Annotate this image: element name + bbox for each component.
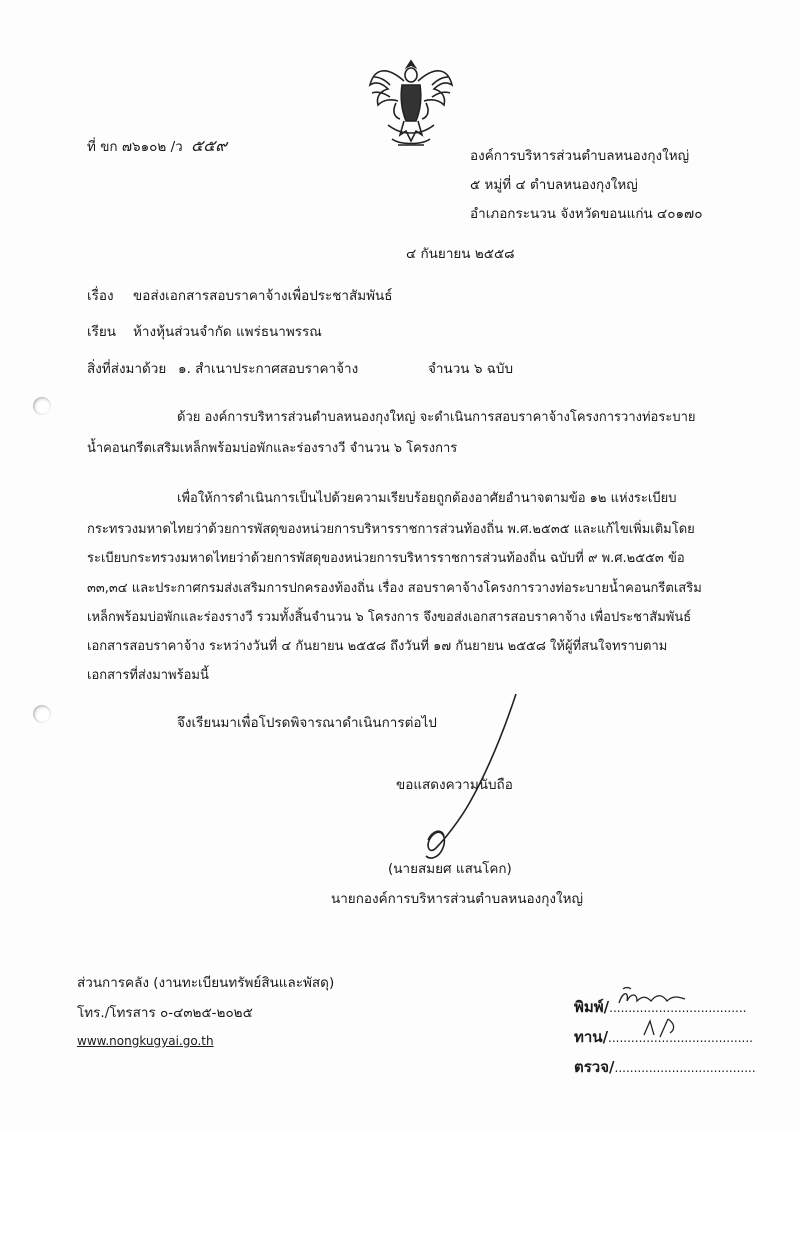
phone-line: โทร./โทรสาร ๐-๔๓๒๕-๒๐๒๕	[77, 1005, 253, 1021]
typist-initials	[615, 985, 695, 1011]
paragraph2-line: กระทรวงมหาดไทยว่าด้วยการพัสดุของหน่วยการบริหารราชการส่วนท้องถิ่น พ.ศ.๒๕๓๕ และแก้ไขเพิ่มเติมโดย	[87, 522, 695, 537]
punch-hole-icon	[33, 397, 51, 415]
paragraph2-line: ๓๓,๓๔ และประกาศกรมส่งเสริมการปกครองท้องถิ่น เรื่อง สอบราคาจ้างโครงการวางท่อระบายน้ำคอนกรีตเสริม	[87, 581, 702, 596]
recipient-label: เรียน	[87, 324, 117, 340]
punch-hole-icon	[33, 705, 51, 723]
routing-label: ทาน/	[574, 1028, 609, 1046]
signer-title: นายกองค์การบริหารส่วนตำบลหนองกุงใหญ่	[331, 891, 584, 907]
signer-name: (นายสมยศ แสนโคก)	[388, 861, 512, 877]
paragraph1-line: น้ำคอนกรีตเสริมเหล็กพร้อมบ่อพักและร่องรางวี จำนวน ๖ โครงการ	[87, 441, 458, 456]
routing-dots: ....................................	[609, 1001, 747, 1015]
routing-label: ตรวจ/	[574, 1058, 615, 1076]
paragraph2-line: เหล็กพร้อมบ่อพักและร่องรางวี รวมทั้งสิ้นจำนวน ๖ โครงการ จึงขอส่งเอกสารสอบราคาจ้าง เพื่อประชาสัมพันธ์	[87, 610, 692, 625]
paragraph2-line: ระเบียบกระทรวงมหาดไทยว่าด้วยการพัสดุของหน่วยการบริหารราชการส่วนท้องถิ่น ฉบับที่ ๙ พ.ศ.๒๕๕๓ ข้อ	[87, 551, 685, 566]
closing-line: จึงเรียนมาเพื่อโปรดพิจารณาดำเนินการต่อไป	[177, 715, 437, 731]
recipient-value: ห้างหุ้นส่วนจำกัด แพร่ธนาพรรณ	[133, 324, 322, 340]
reference-handwritten: ๕๕๙	[191, 136, 227, 155]
routing-checked	[574, 1055, 756, 1079]
reference-prefix: ที่ ขก ๗๖๑๐๒ /ว	[87, 139, 183, 155]
enclosure-quantity: จำนวน ๖ ฉบับ	[428, 361, 514, 377]
subject-value: ขอส่งเอกสารสอบราคาจ้างเพื่อประชาสัมพันธ์	[133, 288, 393, 304]
letter-date: ๔ กันยายน ๒๕๕๘	[406, 246, 515, 262]
subject-label: เรื่อง	[87, 288, 114, 304]
reviewer-initials	[640, 1015, 684, 1041]
department-line: ส่วนการคลัง (งานทะเบียนทรัพย์สินและพัสดุ)	[77, 975, 335, 991]
garuda-emblem-icon	[366, 55, 456, 151]
paragraph2-line: เพื่อให้การดำเนินการเป็นไปด้วยความเรียบร้อยถูกต้องอาศัยอำนาจตามข้อ ๑๒ แห่งระเบียบ	[177, 491, 677, 506]
org-name: องค์การบริหารส่วนตำบลหนองกุงใหญ่	[470, 148, 690, 164]
regards-line: ขอแสดงความนับถือ	[396, 777, 513, 793]
reference-number	[87, 137, 227, 156]
routing-dots: ......................................	[608, 1031, 753, 1045]
enclosure-label: สิ่งที่ส่งมาด้วย	[87, 361, 167, 377]
org-address-line1: ๕ หมู่ที่ ๔ ตำบลหนองกุงใหญ่	[470, 177, 638, 193]
enclosure-item: ๑. สำเนาประกาศสอบราคาจ้าง	[178, 361, 359, 377]
routing-dots: .....................................	[614, 1061, 756, 1075]
org-address-line2: อำเภอกระนวน จังหวัดขอนแก่น ๔๐๑๗๐	[470, 206, 703, 222]
paragraph1-line: ด้วย องค์การบริหารส่วนตำบลหนองกุงใหญ่ จะดำเนินการสอบราคาจ้างโครงการวางท่อระบาย	[177, 410, 696, 425]
routing-label: พิมพ์/	[574, 998, 610, 1016]
paragraph2-line: เอกสารสอบราคาจ้าง ระหว่างวันที่ ๔ กันยายน ๒๕๕๘ ถึงวันที่ ๑๗ กันยายน ๒๕๕๘ ให้ผู้ที่สนใจทราบตาม	[87, 639, 668, 654]
paragraph2-line: เอกสารที่ส่งมาพร้อมนี้	[87, 668, 209, 683]
website-link[interactable]: www.nongkugyai.go.th	[77, 1034, 214, 1048]
